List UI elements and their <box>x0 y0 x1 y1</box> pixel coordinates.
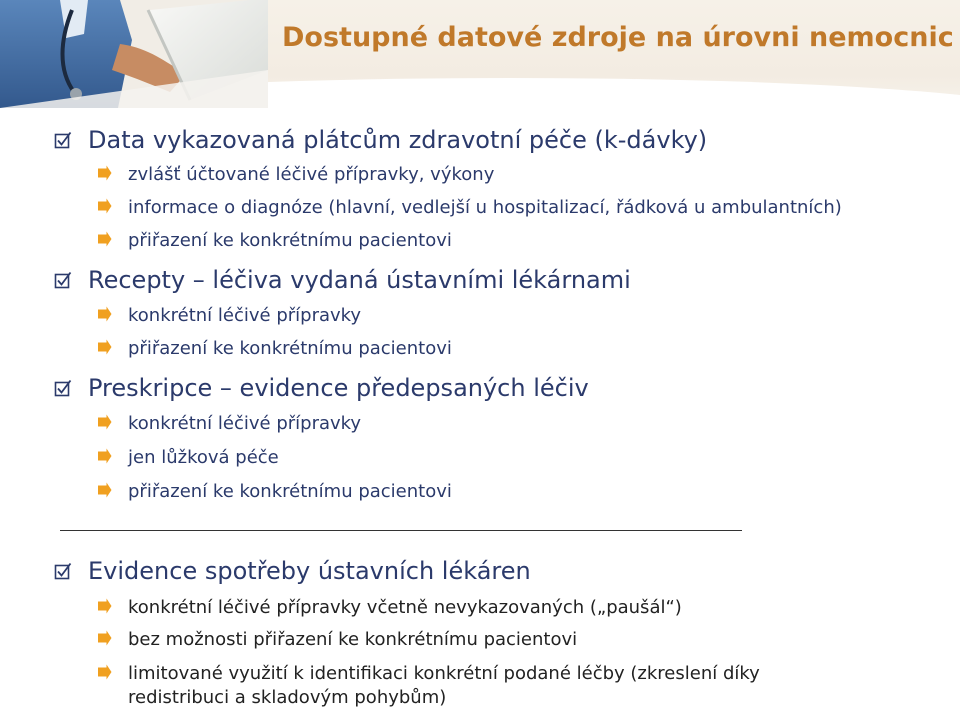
list-item <box>96 480 452 504</box>
arrow-right-icon <box>96 664 112 680</box>
list-item-line: limitované využití k identifikaci konkrétní podané léčby (zkreslení díky <box>128 663 760 684</box>
list-item-text: konkrétní léčivé přípravky včetně nevykazovaných („paušál“) <box>128 597 682 618</box>
list-item <box>96 596 682 620</box>
list-item-text: informace o diagnóze (hlavní, vedlejší u hospitalizací, řádková u ambulantních) <box>128 197 842 218</box>
arrow-right-icon <box>96 630 112 646</box>
list-item <box>96 412 361 436</box>
list-item-text: přiřazení ke konkrétnímu pacientovi <box>128 481 452 502</box>
arrow-right-icon <box>96 414 112 430</box>
section-heading <box>54 126 707 154</box>
arrow-right-icon <box>96 198 112 214</box>
arrow-right-icon <box>96 482 112 498</box>
checkbox-checked-icon <box>54 379 72 397</box>
list-item-text: konkrétní léčivé přípravky <box>128 413 362 434</box>
list-item <box>96 163 494 187</box>
list-item-text <box>128 662 760 710</box>
checkbox-checked-icon <box>54 271 72 289</box>
list-item-text: přiřazení ke konkrétnímu pacientovi <box>128 230 452 251</box>
list-item <box>96 446 279 470</box>
list-item-text: přiřazení ke konkrétnímu pacientovi <box>128 338 452 359</box>
checkbox-checked-icon <box>54 562 72 580</box>
list-item-text: konkrétní léčivé přípravky <box>128 305 362 326</box>
list-item <box>96 229 452 253</box>
section-heading <box>54 557 531 585</box>
list-item-line: redistribuci a skladovým pohybům) <box>128 687 447 708</box>
section-heading-text: Data vykazovaná plátcům zdravotní péče (k-dávky) <box>88 126 708 154</box>
list-item <box>96 304 361 328</box>
list-item <box>96 628 577 652</box>
list-item <box>96 662 760 710</box>
arrow-right-icon <box>96 306 112 322</box>
list-item-text: bez možnosti přiřazení ke konkrétnímu pacientovi <box>128 629 578 650</box>
section-heading-text: Evidence spotřeby ústavních lékáren <box>88 557 531 585</box>
section-heading-text: Preskripce – evidence předepsaných léčiv <box>88 374 589 402</box>
section-heading <box>54 266 631 294</box>
divider <box>60 530 742 531</box>
arrow-right-icon <box>96 598 112 614</box>
arrow-right-icon <box>96 448 112 464</box>
checkbox-checked-icon <box>54 131 72 149</box>
list-item-text: jen lůžková péče <box>128 447 279 468</box>
list-item-text: zvlášť účtované léčivé přípravky, výkony <box>128 164 495 185</box>
list-item <box>96 196 842 220</box>
page-title: Dostupné datové zdroje na úrovni nemocnic <box>282 22 954 53</box>
arrow-right-icon <box>96 231 112 247</box>
arrow-right-icon <box>96 165 112 181</box>
arrow-right-icon <box>96 339 112 355</box>
list-item <box>96 337 452 361</box>
section-heading <box>54 374 589 402</box>
section-heading-text: Recepty – léčiva vydaná ústavními lékárnami <box>88 266 631 294</box>
